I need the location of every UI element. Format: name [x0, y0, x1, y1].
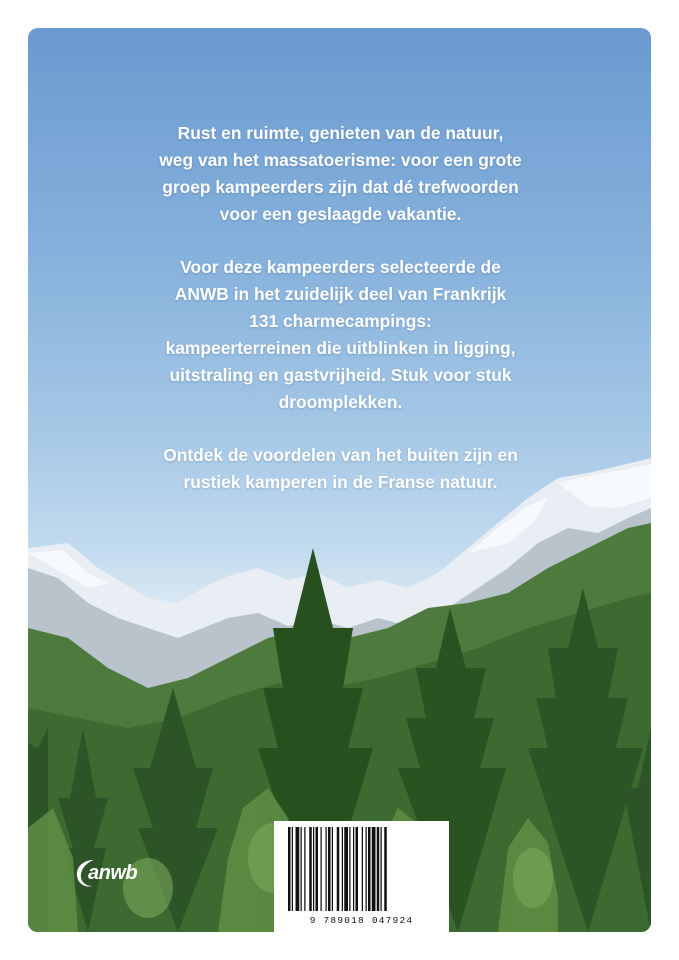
- isbn-barcode: [274, 821, 449, 932]
- blurb-paragraph-1: Rust en ruimte, genieten van de natuur, weg van het massatoerisme: voor een grote groep kampeerders zijn dat dé trefwoorden voor een geslaagde vakantie.: [159, 123, 522, 224]
- barcode-bar: [377, 827, 380, 911]
- barcode-bar: [342, 827, 343, 911]
- barcode-bar: [313, 827, 314, 911]
- barcode-bar: [344, 827, 348, 911]
- barcode-bar: [384, 827, 387, 911]
- barcode-bar: [356, 827, 359, 911]
- barcode-bar: [328, 827, 331, 911]
- barcode-bar: [372, 827, 376, 911]
- barcode-bar: [381, 827, 382, 911]
- back-cover: [28, 28, 651, 932]
- barcode-bar: [296, 827, 300, 911]
- barcode-bar: [288, 827, 291, 911]
- barcode-bar: [362, 827, 363, 911]
- barcode-bar: [349, 827, 350, 911]
- barcode-bars: [274, 821, 449, 913]
- barcode-bar: [368, 827, 371, 911]
- barcode-bar: [332, 827, 333, 911]
- barcode-bar: [326, 827, 327, 911]
- blurb-text: [68, 120, 613, 522]
- barcode-bar: [366, 827, 367, 911]
- barcode-bar: [304, 827, 305, 911]
- barcode-bar: [316, 827, 319, 911]
- blurb-paragraph-2: Voor deze kampeerders selecteerde de ANWB in het zuidelijk deel van Frankrijk 131 charmecampings: kampeerterreinen die uitblinken in ligging, uitstraling en gastvrijheid. Stuk voor stuk droomplekken.: [165, 257, 516, 412]
- blurb-paragraph-3: Ontdek de voordelen van het buiten zijn en rustiek kamperen in de Franse natuur.: [163, 445, 518, 492]
- anwb-logo: anwb: [78, 862, 127, 885]
- barcode-bar: [353, 827, 354, 911]
- barcode-bar: [337, 827, 340, 911]
- barcode-bar: [321, 827, 322, 911]
- barcode-bar: [309, 827, 312, 911]
- isbn-number: 9 789018 047924: [309, 915, 414, 926]
- barcode-bar: [301, 827, 302, 911]
- barcode-bar: [292, 827, 293, 911]
